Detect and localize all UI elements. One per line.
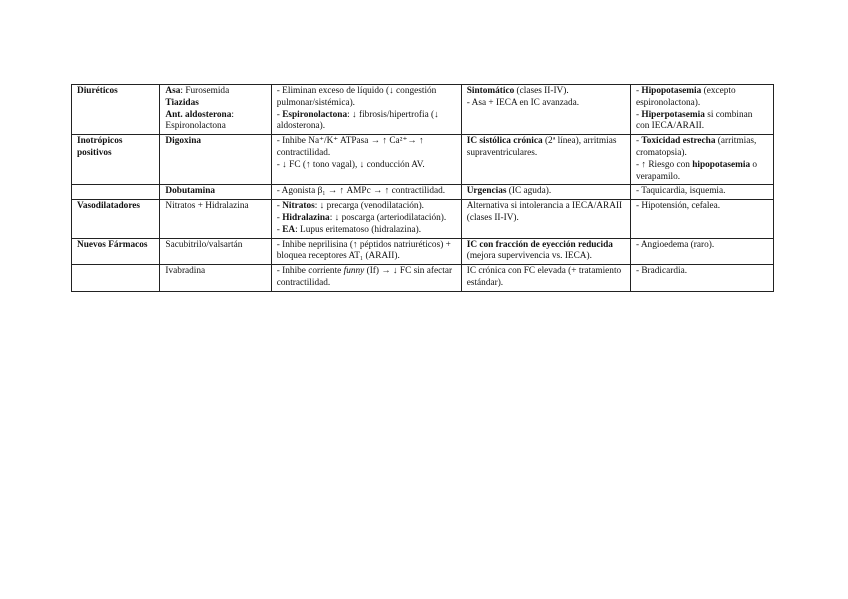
text-run: Hipopotasemia bbox=[641, 86, 702, 96]
text-run: - Agonista β₁ → ↑ AMPc → ↑ contractilidad. bbox=[276, 186, 446, 197]
group-cell bbox=[72, 185, 160, 200]
cell-paragraph bbox=[277, 266, 456, 290]
cell-paragraph bbox=[165, 110, 265, 122]
text-run: Ant. aldosterona bbox=[165, 109, 232, 120]
cell-paragraph bbox=[467, 86, 625, 98]
text-run: IC sistólica crónica bbox=[466, 136, 543, 147]
group-cell bbox=[72, 200, 160, 238]
text-run: (2ª línea), arritmias supraventriculares. bbox=[466, 136, 617, 158]
text-run: (excepto espironolactona). bbox=[635, 86, 736, 108]
group-cell bbox=[72, 85, 160, 135]
mechanism-cell bbox=[271, 135, 461, 185]
text-run: - Angioedema (raro). bbox=[635, 239, 715, 250]
adverse-effects-cell bbox=[630, 265, 773, 292]
table-row bbox=[72, 265, 774, 292]
mechanism-cell bbox=[271, 185, 461, 200]
text-run: - bbox=[635, 136, 642, 147]
text-run: (arritmias, cromatopsia). bbox=[635, 136, 757, 158]
group-cell bbox=[72, 135, 160, 185]
text-run: Urgencias bbox=[466, 186, 507, 197]
table-body bbox=[72, 85, 774, 292]
text-run: - Hipotensión, cefalea. bbox=[635, 201, 721, 212]
cell-paragraph bbox=[277, 86, 456, 110]
text-run: : bbox=[231, 109, 234, 120]
text-run: Toxicidad estrecha bbox=[641, 136, 716, 147]
adverse-effects-cell bbox=[630, 85, 773, 135]
drug-cell bbox=[160, 85, 271, 135]
indication-cell bbox=[461, 200, 630, 238]
cell-paragraph bbox=[277, 240, 456, 264]
table-row bbox=[72, 200, 774, 238]
text-run: - Inhibe corriente bbox=[276, 266, 344, 277]
text-run: Sintomático bbox=[466, 86, 515, 96]
cell-paragraph bbox=[636, 136, 768, 160]
text-run: Tiazidas bbox=[165, 97, 199, 108]
table-row bbox=[72, 85, 774, 135]
drug-cell bbox=[160, 200, 271, 238]
text-run: - Inhibe neprilisina (↑ péptidos natriuréticos) + bloquea receptores AT₁ (ARAII). bbox=[276, 239, 451, 262]
mechanism-cell bbox=[271, 200, 461, 238]
drug-cell bbox=[160, 135, 271, 185]
cell-paragraph bbox=[636, 86, 768, 110]
group-label: Inotrópicos positivos bbox=[77, 136, 123, 158]
cell-paragraph bbox=[636, 160, 768, 184]
mechanism-cell bbox=[271, 265, 461, 292]
cell-paragraph bbox=[636, 201, 768, 213]
text-run: Asa bbox=[165, 86, 181, 96]
mechanism-cell bbox=[271, 85, 461, 135]
cell-paragraph bbox=[467, 266, 625, 290]
cell-paragraph bbox=[277, 213, 456, 225]
cell-paragraph bbox=[277, 136, 456, 160]
indication-cell bbox=[461, 185, 630, 200]
cell-paragraph bbox=[165, 266, 265, 278]
text-run: - ↓ FC (↑ tono vagal), ↓ conducción AV. bbox=[276, 159, 425, 170]
cell-paragraph bbox=[165, 98, 265, 110]
text-run: Nitratos bbox=[282, 201, 315, 212]
cell-paragraph bbox=[277, 201, 456, 213]
cell-paragraph bbox=[467, 136, 625, 160]
drug-cell bbox=[160, 238, 271, 265]
text-run: - bbox=[276, 201, 283, 212]
cell-paragraph bbox=[165, 186, 265, 198]
text-run: IC crónica con FC elevada (+ tratamiento estándar). bbox=[466, 266, 622, 288]
cell-paragraph bbox=[467, 240, 625, 264]
table-row bbox=[72, 238, 774, 265]
group-label: Vasodilatadores bbox=[77, 201, 141, 212]
text-run: - bbox=[276, 224, 283, 235]
indication-cell bbox=[461, 238, 630, 265]
cell-paragraph bbox=[467, 201, 625, 225]
text-run: : ↓ precarga (venodilatación). bbox=[314, 201, 424, 212]
indication-cell bbox=[461, 85, 630, 135]
text-run: - Asa + IECA en IC avanzada. bbox=[466, 97, 580, 108]
text-run: (mejora supervivencia vs. IECA). bbox=[466, 251, 592, 262]
cell-paragraph bbox=[467, 98, 625, 110]
text-run: si combinan con IECA/ARAII. bbox=[635, 109, 753, 132]
text-run: Espironolactona bbox=[282, 109, 348, 120]
text-run: Espironolactona bbox=[165, 121, 226, 132]
text-run: : ↓ poscarga (arteriodilatación). bbox=[329, 212, 447, 223]
mechanism-cell bbox=[271, 238, 461, 265]
text-run: (IC aguda). bbox=[506, 186, 552, 197]
cell-paragraph bbox=[277, 110, 456, 134]
adverse-effects-cell bbox=[630, 135, 773, 185]
drug-table bbox=[71, 84, 774, 292]
group-label: Diuréticos bbox=[77, 86, 118, 96]
text-run: : Furosemida bbox=[180, 86, 230, 96]
text-run: - Eliminan exceso de líquido (↓ congestión pulmonar/sistémica). bbox=[276, 86, 437, 108]
text-run: IC con fracción de eyección reducida bbox=[466, 239, 613, 250]
text-run: Sacubitrilo/valsartán bbox=[165, 239, 243, 250]
cell-paragraph bbox=[636, 266, 768, 278]
text-run: Nitratos + Hidralazina bbox=[165, 201, 249, 212]
text-run: funny bbox=[343, 266, 365, 277]
cell-paragraph bbox=[165, 121, 265, 133]
cell-paragraph bbox=[165, 201, 265, 213]
text-run: Ivabradina bbox=[165, 266, 206, 277]
text-run: Dobutamina bbox=[165, 186, 216, 197]
text-run: Hiperpotasemia bbox=[641, 109, 705, 120]
cell-paragraph bbox=[636, 186, 768, 198]
adverse-effects-cell bbox=[630, 200, 773, 238]
drug-cell bbox=[160, 265, 271, 292]
table-row bbox=[72, 185, 774, 200]
text-run: EA bbox=[282, 224, 296, 235]
text-run: - Bradicardia. bbox=[635, 266, 688, 277]
indication-cell bbox=[461, 265, 630, 292]
text-run: - bbox=[635, 109, 642, 120]
group-cell bbox=[72, 265, 160, 292]
cell-paragraph bbox=[165, 240, 265, 252]
cell-paragraph bbox=[165, 136, 265, 148]
cell-paragraph bbox=[636, 110, 768, 134]
text-run: : ↓ fibrosis/hipertrofia (↓ aldosterona). bbox=[276, 109, 439, 132]
cell-paragraph bbox=[467, 186, 625, 198]
text-run: : Lupus eritematoso (hidralazina). bbox=[295, 224, 422, 235]
cell-paragraph bbox=[277, 186, 456, 198]
text-run: o verapamilo. bbox=[635, 159, 758, 182]
indication-cell bbox=[461, 135, 630, 185]
text-run: - bbox=[276, 212, 283, 223]
text-run: - Taquicardia, isquemia. bbox=[635, 186, 726, 197]
text-run: hipopotasemia bbox=[692, 159, 751, 170]
text-run: - bbox=[276, 109, 283, 120]
adverse-effects-cell bbox=[630, 185, 773, 200]
text-run: Alternativa si intolerancia a IECA/ARAII (clases II-IV). bbox=[466, 201, 623, 223]
text-run: - Inhibe Na⁺/K⁺ ATPasa → ↑ Ca²⁺→ ↑ contractilidad. bbox=[276, 136, 424, 158]
text-run: (If) → ↓ FC sin afectar contractilidad. bbox=[276, 266, 453, 288]
text-run: Digoxina bbox=[165, 136, 202, 147]
text-run: Hidralazina bbox=[282, 212, 330, 223]
text-run: (clases II-IV). bbox=[514, 86, 569, 96]
text-run: - ↑ Riesgo con bbox=[635, 159, 693, 170]
group-cell bbox=[72, 238, 160, 265]
cell-paragraph bbox=[636, 240, 768, 252]
group-label: Nuevos Fármacos bbox=[77, 239, 148, 250]
cell-paragraph bbox=[277, 225, 456, 237]
text-run: - bbox=[635, 86, 642, 96]
adverse-effects-cell bbox=[630, 238, 773, 265]
cell-paragraph bbox=[277, 160, 456, 172]
drug-cell bbox=[160, 185, 271, 200]
cell-paragraph bbox=[165, 86, 265, 98]
table-row bbox=[72, 135, 774, 185]
